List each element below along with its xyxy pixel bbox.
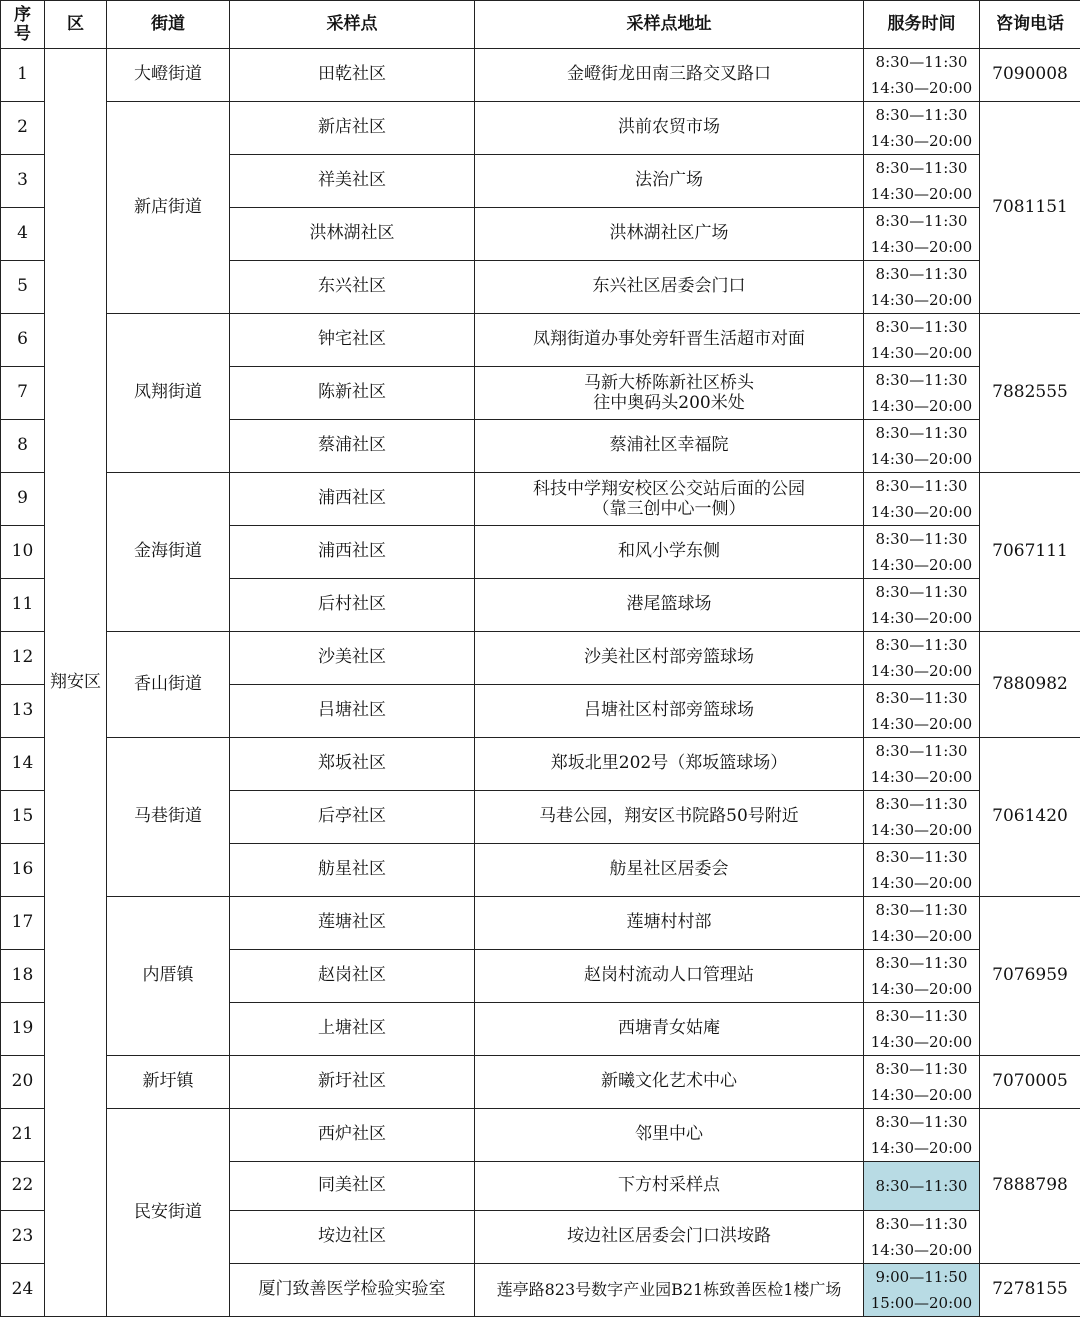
phone-cell: 7076959 [980, 897, 1080, 1056]
address-cell: 金嶝街龙田南三路交叉路口 [475, 49, 864, 102]
hours-morning: 8:30—11:30 [864, 632, 979, 658]
row-number: 19 [1, 1003, 45, 1056]
table-row [1, 314, 1080, 367]
hours-afternoon: 14:30—20:00 [864, 976, 979, 1002]
table-row [1, 49, 1080, 102]
site-cell: 后村社区 [230, 579, 475, 632]
site-cell: 新店社区 [230, 102, 475, 155]
hours-afternoon: 14:30—20:00 [864, 234, 979, 260]
site-cell: 同美社区 [230, 1162, 475, 1211]
phone-cell: 7278155 [980, 1263, 1080, 1316]
row-number: 15 [1, 791, 45, 844]
address-line-1: 科技中学翔安校区公交站后面的公园 [475, 479, 863, 499]
row-number: 18 [1, 950, 45, 1003]
hours-morning: 9:00—11:50 [864, 1264, 979, 1290]
row-number: 13 [1, 685, 45, 738]
header-row [1, 1, 1080, 49]
site-cell: 陈新社区 [230, 367, 475, 420]
street-cell: 香山街道 [107, 632, 230, 738]
hours-afternoon: 14:30—20:00 [864, 181, 979, 207]
site-cell: 莲塘社区 [230, 897, 475, 950]
hours-cell [864, 420, 980, 473]
hours-morning: 8:30—11:30 [864, 208, 979, 234]
hours-morning: 8:30—11:30 [864, 473, 979, 499]
hours-cell [864, 1003, 980, 1056]
header-site: 采样点 [230, 1, 475, 49]
hours-morning: 8:30—11:30 [864, 844, 979, 870]
row-number: 23 [1, 1210, 45, 1263]
site-cell: 蔡浦社区 [230, 420, 475, 473]
hours-cell-highlighted [864, 1263, 980, 1316]
row-number: 11 [1, 579, 45, 632]
phone-cell: 7067111 [980, 473, 1080, 632]
row-number: 24 [1, 1263, 45, 1316]
table-row [1, 1109, 1080, 1162]
address-cell: 新曦文化艺术中心 [475, 1056, 864, 1109]
address-line-2: （靠三创中心一侧） [475, 499, 863, 519]
district-cell: 翔安区 [45, 49, 107, 1317]
hours-cell [864, 155, 980, 208]
site-cell: 赵岗社区 [230, 950, 475, 1003]
hours-morning: 8:30—11:30 [864, 420, 979, 446]
site-cell: 吕塘社区 [230, 685, 475, 738]
address-line-1: 马新大桥陈新社区桥头 [475, 373, 863, 393]
hours-afternoon: 14:30—20:00 [864, 605, 979, 631]
hours-cell [864, 261, 980, 314]
hours-cell-highlighted [864, 1162, 980, 1211]
hours-morning: 8:30—11:30 [864, 579, 979, 605]
street-cell: 新店街道 [107, 102, 230, 314]
hours-morning: 8:30—11:30 [864, 897, 979, 923]
site-cell: 浦西社区 [230, 526, 475, 579]
hours-morning: 8:30—11:30 [864, 49, 979, 75]
hours-afternoon: 14:30—20:00 [864, 711, 979, 737]
address-line-2: 往中奥码头200米处 [475, 393, 863, 413]
hours-cell [864, 685, 980, 738]
header-phone: 咨询电话 [980, 1, 1080, 49]
table-row [1, 102, 1080, 155]
hours-afternoon: 14:30—20:00 [864, 446, 979, 472]
site-cell: 沙美社区 [230, 632, 475, 685]
site-cell: 厦门致善医学检验实验室 [230, 1263, 475, 1316]
hours-afternoon: 14:30—20:00 [864, 764, 979, 790]
hours-cell [864, 1109, 980, 1162]
address-cell: 法治广场 [475, 155, 864, 208]
site-cell: 垵边社区 [230, 1210, 475, 1263]
hours-morning: 8:30—11:30 [864, 155, 979, 181]
row-number: 21 [1, 1109, 45, 1162]
site-cell: 钟宅社区 [230, 314, 475, 367]
hours-afternoon: 14:30—20:00 [864, 1135, 979, 1161]
hours-cell [864, 632, 980, 685]
address-cell: 港尾篮球场 [475, 579, 864, 632]
site-cell: 郑坂社区 [230, 738, 475, 791]
address-cell: 凤翔街道办事处旁轩晋生活超市对面 [475, 314, 864, 367]
site-cell: 洪林湖社区 [230, 208, 475, 261]
phone-cell: 7070005 [980, 1056, 1080, 1109]
street-cell: 内厝镇 [107, 897, 230, 1056]
row-number: 22 [1, 1162, 45, 1211]
row-number: 3 [1, 155, 45, 208]
table-row [1, 738, 1080, 791]
site-cell: 新圩社区 [230, 1056, 475, 1109]
hours-cell [864, 473, 980, 526]
address-cell: 蔡浦社区幸福院 [475, 420, 864, 473]
hours-morning: 8:30—11:30 [864, 738, 979, 764]
hours-cell [864, 1056, 980, 1109]
header-street: 街道 [107, 1, 230, 49]
table-row [1, 1056, 1080, 1109]
phone-cell: 7081151 [980, 102, 1080, 314]
hours-cell [864, 738, 980, 791]
hours-morning: 8:30—11:30 [864, 526, 979, 552]
hours-afternoon: 14:30—20:00 [864, 870, 979, 896]
phone-cell: 7888798 [980, 1109, 1080, 1264]
hours-afternoon: 14:30—20:00 [864, 499, 979, 525]
hours-cell [864, 844, 980, 897]
site-cell: 东兴社区 [230, 261, 475, 314]
address-cell: 邻里中心 [475, 1109, 864, 1162]
hours-afternoon: 14:30—20:00 [864, 393, 979, 419]
hours-cell [864, 791, 980, 844]
hours-cell [864, 950, 980, 1003]
hours-morning: 8:30—11:30 [864, 1056, 979, 1082]
site-cell: 舫星社区 [230, 844, 475, 897]
row-number: 8 [1, 420, 45, 473]
row-number: 12 [1, 632, 45, 685]
site-cell: 西炉社区 [230, 1109, 475, 1162]
address-cell: 赵岗村流动人口管理站 [475, 950, 864, 1003]
address-cell [475, 367, 864, 420]
hours-morning: 8:30—11:30 [864, 1003, 979, 1029]
hours-cell [864, 579, 980, 632]
row-number: 20 [1, 1056, 45, 1109]
hours-afternoon: 15:00—20:00 [864, 1290, 979, 1316]
site-cell: 后亭社区 [230, 791, 475, 844]
hours-morning: 8:30—11:30 [864, 1173, 979, 1199]
header-district: 区 [45, 1, 107, 49]
address-cell: 洪林湖社区广场 [475, 208, 864, 261]
hours-morning: 8:30—11:30 [864, 791, 979, 817]
row-number: 6 [1, 314, 45, 367]
hours-cell [864, 367, 980, 420]
row-number: 17 [1, 897, 45, 950]
street-cell: 金海街道 [107, 473, 230, 632]
row-number: 16 [1, 844, 45, 897]
row-number: 5 [1, 261, 45, 314]
hours-cell [864, 526, 980, 579]
hours-afternoon: 14:30—20:00 [864, 340, 979, 366]
address-cell: 垵边社区居委会门口洪垵路 [475, 1210, 864, 1263]
hours-afternoon: 14:30—20:00 [864, 75, 979, 101]
table-row [1, 473, 1080, 526]
hours-cell [864, 102, 980, 155]
hours-morning: 8:30—11:30 [864, 1211, 979, 1237]
table-row [1, 632, 1080, 685]
hours-afternoon: 14:30—20:00 [864, 1029, 979, 1055]
hours-morning: 8:30—11:30 [864, 685, 979, 711]
address-cell: 马巷公园，翔安区书院路50号附近 [475, 791, 864, 844]
street-cell: 马巷街道 [107, 738, 230, 897]
address-cell: 沙美社区村部旁篮球场 [475, 632, 864, 685]
header-hours: 服务时间 [864, 1, 980, 49]
street-cell: 大嶝街道 [107, 49, 230, 102]
address-cell: 下方村采样点 [475, 1162, 864, 1211]
phone-cell: 7090008 [980, 49, 1080, 102]
hours-cell [864, 897, 980, 950]
street-cell: 凤翔街道 [107, 314, 230, 473]
hours-afternoon: 14:30—20:00 [864, 552, 979, 578]
address-cell: 舫星社区居委会 [475, 844, 864, 897]
row-number: 7 [1, 367, 45, 420]
address-cell: 吕塘社区村部旁篮球场 [475, 685, 864, 738]
street-cell: 新圩镇 [107, 1056, 230, 1109]
row-number: 10 [1, 526, 45, 579]
hours-cell [864, 208, 980, 261]
hours-cell [864, 49, 980, 102]
phone-cell: 7880982 [980, 632, 1080, 738]
phone-cell: 7882555 [980, 314, 1080, 473]
address-cell: 洪前农贸市场 [475, 102, 864, 155]
address-cell: 和风小学东侧 [475, 526, 864, 579]
row-number: 9 [1, 473, 45, 526]
hours-morning: 8:30—11:30 [864, 950, 979, 976]
hours-morning: 8:30—11:30 [864, 261, 979, 287]
site-cell: 上塘社区 [230, 1003, 475, 1056]
address-cell: 莲塘村村部 [475, 897, 864, 950]
site-cell: 祥美社区 [230, 155, 475, 208]
hours-afternoon: 14:30—20:00 [864, 817, 979, 843]
hours-cell [864, 1210, 980, 1263]
site-cell: 浦西社区 [230, 473, 475, 526]
address-cell [475, 473, 864, 526]
hours-afternoon: 14:30—20:00 [864, 1082, 979, 1108]
row-number: 1 [1, 49, 45, 102]
hours-afternoon: 14:30—20:00 [864, 287, 979, 313]
row-number: 4 [1, 208, 45, 261]
address-cell: 西塘青女姑庵 [475, 1003, 864, 1056]
hours-cell [864, 314, 980, 367]
hours-morning: 8:30—11:30 [864, 314, 979, 340]
hours-afternoon: 14:30—20:00 [864, 1237, 979, 1263]
table-row [1, 897, 1080, 950]
address-cell: 莲亭路823号数字产业园B21栋致善医检1楼广场 [475, 1263, 864, 1316]
hours-morning: 8:30—11:30 [864, 367, 979, 393]
site-cell: 田乾社区 [230, 49, 475, 102]
address-cell: 东兴社区居委会门口 [475, 261, 864, 314]
hours-afternoon: 14:30—20:00 [864, 923, 979, 949]
row-number: 14 [1, 738, 45, 791]
hours-afternoon: 14:30—20:00 [864, 658, 979, 684]
hours-afternoon: 14:30—20:00 [864, 128, 979, 154]
hours-morning: 8:30—11:30 [864, 1109, 979, 1135]
header-seq: 序号 [1, 1, 45, 49]
address-cell: 郑坂北里202号（郑坂篮球场） [475, 738, 864, 791]
hours-morning: 8:30—11:30 [864, 102, 979, 128]
header-address: 采样点地址 [475, 1, 864, 49]
phone-cell: 7061420 [980, 738, 1080, 897]
street-cell: 民安街道 [107, 1109, 230, 1317]
row-number: 2 [1, 102, 45, 155]
